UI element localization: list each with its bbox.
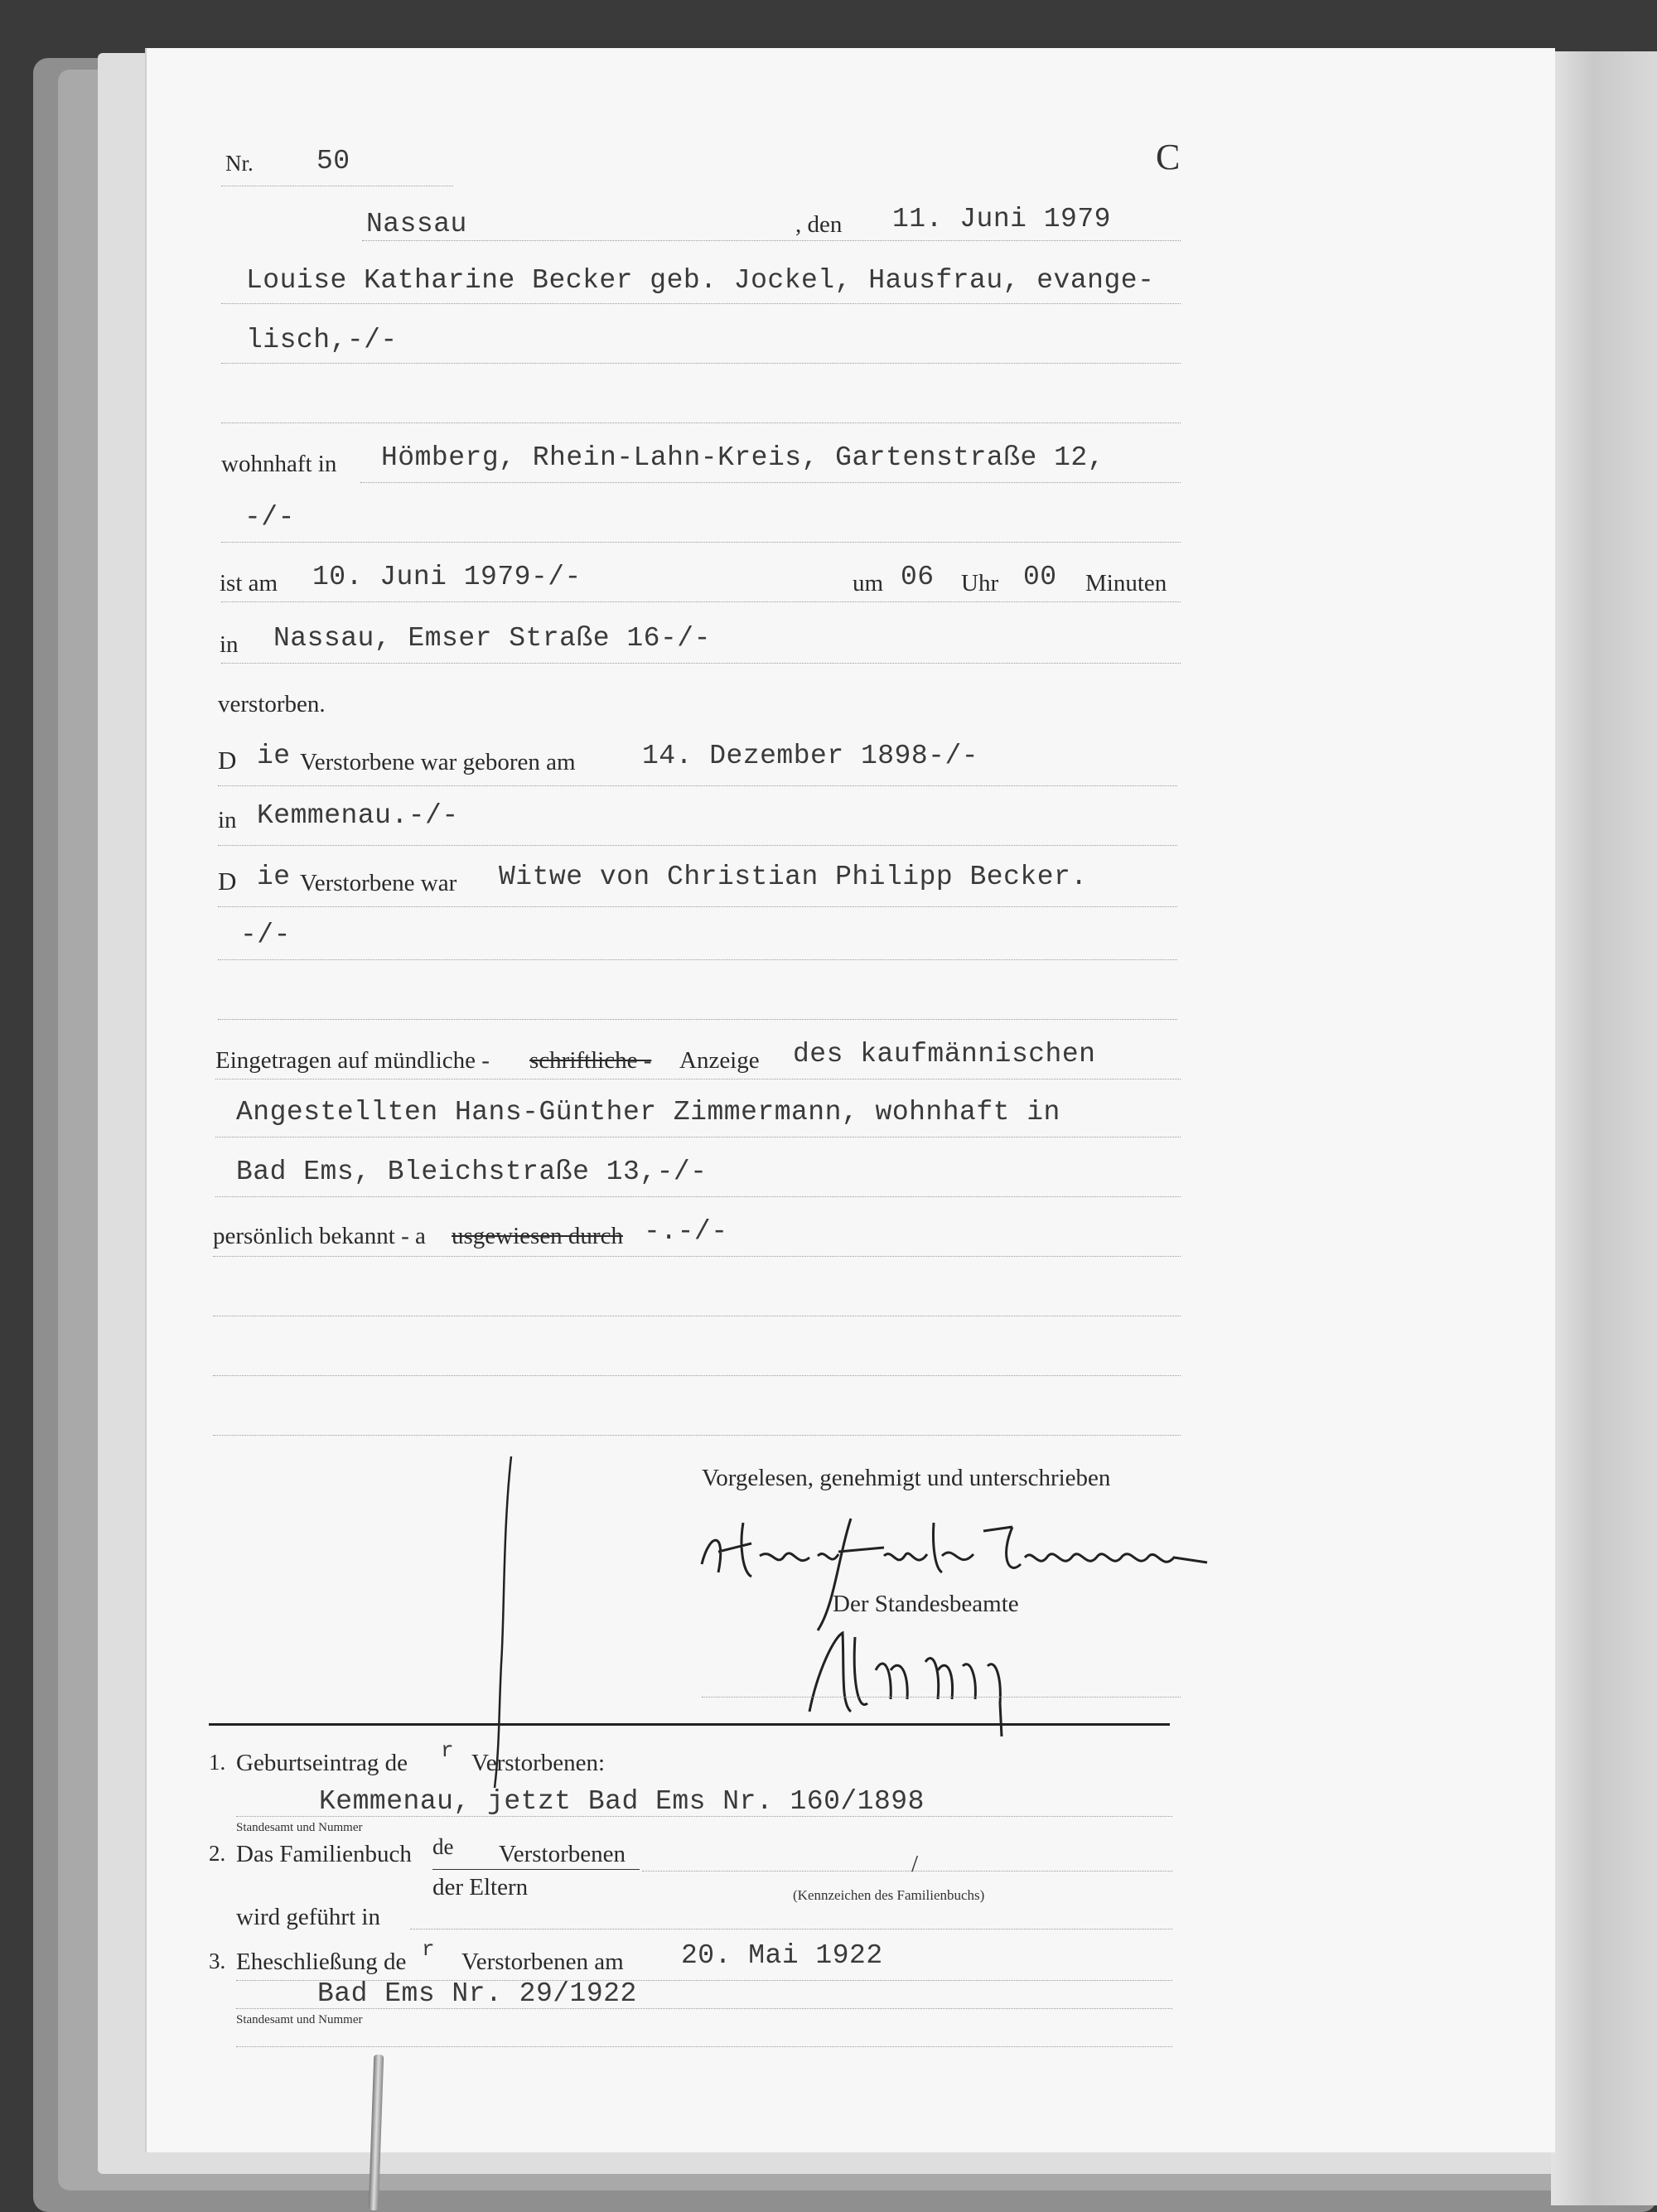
- nr-label: Nr.: [225, 151, 254, 176]
- nr-value: 50: [316, 146, 350, 176]
- minuten-label: Minuten: [1085, 570, 1167, 596]
- note3-label-a: Eheschließung de: [236, 1949, 407, 1975]
- note3-underline-3: [236, 2046, 1172, 2047]
- birth-place: Kemmenau.-/-: [257, 800, 459, 831]
- status-label: Verstorbene war: [300, 870, 457, 896]
- birth-d-suffix: ie: [257, 741, 291, 771]
- person-line-2: lisch,-/-: [246, 325, 398, 355]
- note3-number: 3.: [209, 1949, 226, 1973]
- birth-place-underline: [218, 845, 1177, 846]
- note1-value: Kemmenau, jetzt Bad Ems Nr. 160/1898: [319, 1786, 925, 1817]
- note1-underline: [236, 1816, 1172, 1817]
- residence-value: Hömberg, Rhein-Lahn-Kreis, Gartenstraße 12,: [381, 442, 1105, 473]
- birth-underline: [218, 785, 1177, 786]
- note3-value: Bad Ems Nr. 29/1922: [317, 1978, 637, 2009]
- note1-label-b: Verstorbenen:: [471, 1750, 606, 1776]
- residence-underline-2: [221, 542, 1181, 543]
- residence-line-2: -/-: [244, 502, 295, 533]
- register-page: [145, 48, 1555, 2152]
- note1-sub: Standesamt und Nummer: [236, 1821, 363, 1834]
- note3-underline-2: [236, 2008, 1172, 2009]
- den-label: , den: [795, 211, 843, 238]
- note3-sup: r: [422, 1937, 436, 1962]
- person-line-1: Louise Katharine Becker geb. Jockel, Hausfrau, evange-: [246, 265, 1155, 296]
- date-value: 11. Juni 1979: [892, 204, 1111, 234]
- report-value-1: des kaufmännischen: [793, 1039, 1096, 1070]
- death-place-underline: [221, 663, 1181, 664]
- status-d-prefix: D: [218, 867, 237, 896]
- blank-line-3: [213, 1435, 1181, 1436]
- report-underline-3: [215, 1196, 1181, 1197]
- status-value: Witwe von Christian Philipp Becker.: [499, 862, 1088, 892]
- status-underline: [218, 906, 1177, 907]
- note3-label-b: Verstorbenen am: [461, 1949, 624, 1975]
- death-place: Nassau, Emser Straße 16-/-: [273, 623, 711, 654]
- uhr-label: Uhr: [961, 570, 999, 596]
- status-d-suffix: ie: [257, 862, 291, 892]
- note2-option-deceased: Verstorbenen: [499, 1841, 626, 1867]
- note1-label-a: Geburtseintrag de: [236, 1750, 408, 1776]
- note2-number: 2.: [209, 1841, 226, 1866]
- birth-in-label: in: [218, 807, 237, 833]
- status-underline-2: [218, 959, 1177, 960]
- note2-wird-label: wird geführt in: [236, 1904, 380, 1930]
- read-approved-label: Vorgelesen, genehmigt und unterschrieben: [702, 1465, 1111, 1491]
- person-underline-2: [221, 363, 1181, 364]
- birth-d-prefix: D: [218, 746, 237, 775]
- um-label: um: [853, 570, 884, 596]
- blank-line-2: [213, 1375, 1181, 1376]
- death-label: ist am: [220, 570, 278, 596]
- birth-date: 14. Dezember 1898-/-: [642, 741, 979, 771]
- death-minute: 00: [1023, 562, 1057, 592]
- residence-label: wohnhaft in: [221, 451, 337, 477]
- death-underline: [221, 601, 1181, 602]
- page-edge: [1551, 51, 1657, 2205]
- report-value-3: Bad Ems, Bleichstraße 13,-/-: [236, 1157, 708, 1187]
- note1-sup: r: [441, 1738, 455, 1763]
- section-divider: [209, 1723, 1170, 1726]
- death-hour: 06: [901, 562, 935, 592]
- registrar-label: Der Standesbeamte: [833, 1591, 1019, 1617]
- known-value: -.-/-: [644, 1216, 728, 1247]
- report-label-start: Eingetragen auf mündliche -: [215, 1047, 490, 1074]
- note3-date: 20. Mai 1922: [681, 1940, 883, 1971]
- status-line-2: -/-: [240, 920, 291, 950]
- report-label-end: Anzeige: [679, 1047, 760, 1074]
- category-letter: C: [1156, 137, 1181, 177]
- person-underline-1: [221, 303, 1181, 304]
- note2-kennzeichen: (Kennzeichen des Familienbuchs): [793, 1887, 985, 1903]
- note2-de: de: [432, 1834, 454, 1859]
- registrar-signature: [793, 1620, 1141, 1736]
- note2-label: Das Familienbuch: [236, 1841, 412, 1867]
- note2-option-parents: der Eltern: [432, 1874, 529, 1900]
- note2-slash: /: [911, 1851, 919, 1877]
- note1-number: 1.: [209, 1750, 226, 1775]
- place-line: [362, 240, 1181, 241]
- note3-sub: Standesamt und Nummer: [236, 2013, 363, 2026]
- registrar-underline: [702, 1697, 1181, 1698]
- status-underline-3: [218, 1019, 1177, 1020]
- death-in-label: in: [220, 631, 239, 658]
- known-label: persönlich bekannt - a: [213, 1223, 426, 1249]
- birth-label: Verstorbene war geboren am: [300, 749, 576, 775]
- verstorben-label: verstorben.: [218, 691, 326, 717]
- note2-option-underline: [432, 1869, 640, 1870]
- place-value: Nassau: [366, 209, 467, 239]
- residence-underline: [360, 482, 1181, 483]
- report-label-struck: schriftliche -: [529, 1047, 652, 1074]
- report-value-2: Angestellten Hans-Günther Zimmermann, wohnhaft in: [236, 1097, 1060, 1128]
- margin-pen-stroke: [478, 1448, 528, 1796]
- death-date: 10. Juni 1979-/-: [312, 562, 582, 592]
- note2-underline: [642, 1871, 1172, 1872]
- known-underline: [213, 1256, 1181, 1257]
- known-struck: usgewiesen durch: [452, 1223, 623, 1249]
